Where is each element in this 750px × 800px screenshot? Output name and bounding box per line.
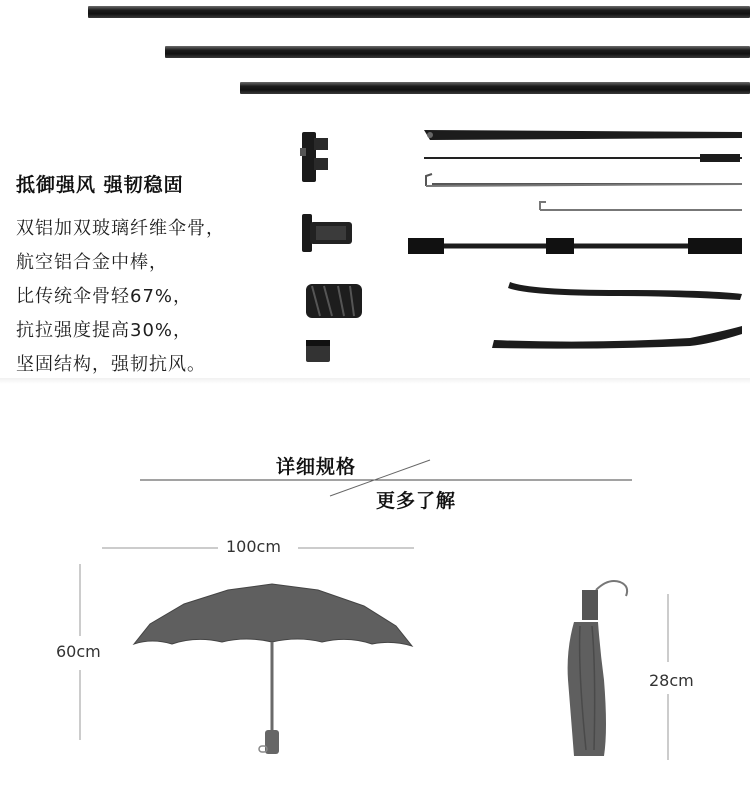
- folded-umbrella: [568, 581, 628, 756]
- open-height-label: 60cm: [56, 642, 101, 661]
- long-rib: [424, 130, 742, 140]
- end-cap-part: [306, 340, 330, 362]
- spec-slash: [330, 460, 430, 496]
- curved-rib-2: [492, 326, 742, 349]
- dimension-diagram: [0, 440, 750, 800]
- hook-wire: [426, 174, 742, 186]
- telescopic-shaft: [408, 238, 742, 254]
- spec-title: 详细规格: [276, 456, 357, 478]
- top-notch-part: [300, 132, 328, 182]
- spec-subtitle: 更多了解: [376, 490, 457, 512]
- feature-line: 坚固结构，强韧抗风。: [16, 354, 206, 375]
- short-hook-wire: [540, 202, 742, 210]
- feature-line: 双铝加双玻璃纤维伞骨，: [16, 218, 225, 239]
- aluminum-shaft-segment-1: [88, 6, 750, 18]
- product-feature-panel: [0, 0, 750, 378]
- section-divider: [0, 378, 750, 384]
- runner-part: [302, 214, 352, 252]
- feature-line: 比传统伞骨轻67%，: [16, 286, 193, 307]
- open-width-label: 100cm: [226, 537, 281, 556]
- handle-core-part: [306, 284, 362, 318]
- folded-length-label: 28cm: [649, 671, 694, 690]
- aluminum-shaft-segment-3: [240, 82, 750, 94]
- open-umbrella: [134, 584, 412, 754]
- feature-headline: 抵御强风 强韧稳固: [16, 174, 184, 196]
- curved-rib-1: [508, 282, 742, 300]
- stretcher-rib: [424, 154, 742, 162]
- feature-line: 航空铝合金中棒，: [16, 252, 168, 273]
- aluminum-shaft-segment-2: [165, 46, 750, 58]
- feature-line: 抗拉强度提高30%，: [16, 320, 193, 341]
- feature-description: [16, 212, 225, 382]
- umbrella-parts-illustration: [290, 118, 750, 373]
